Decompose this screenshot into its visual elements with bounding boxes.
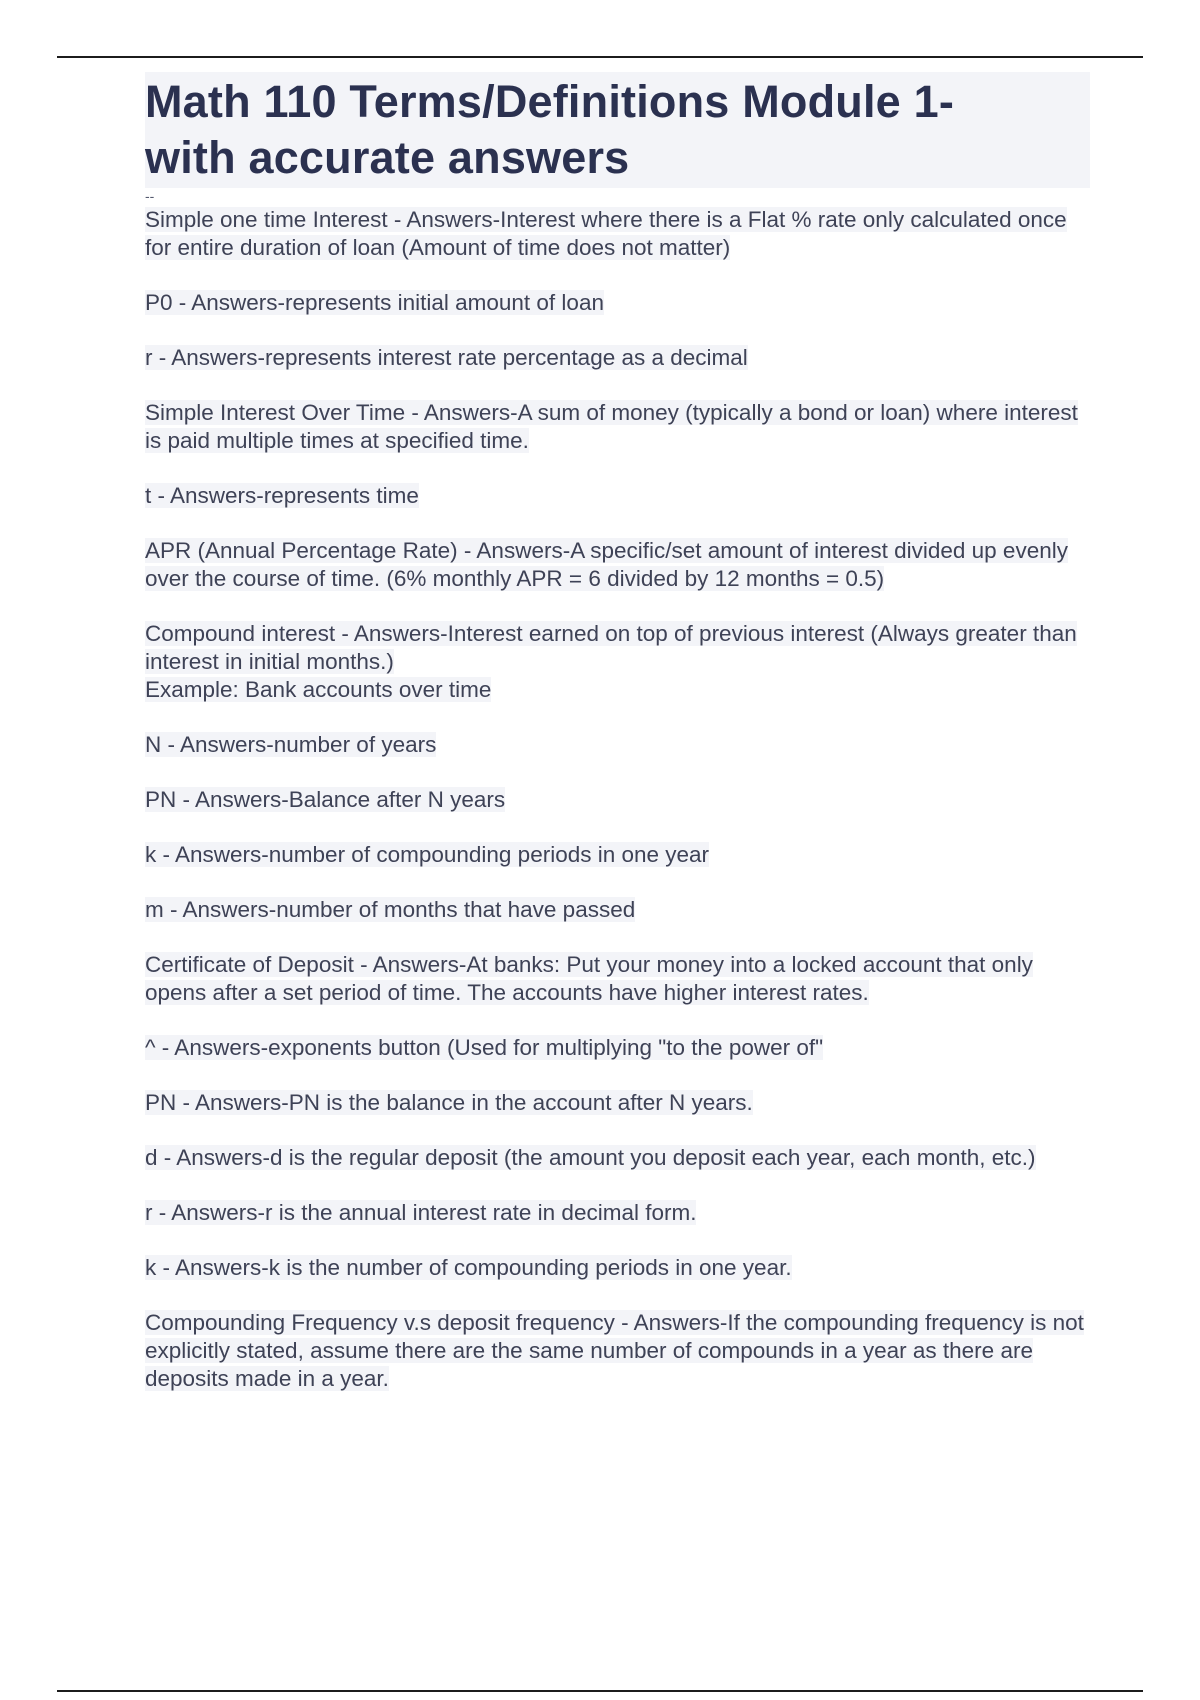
definition-entry [145, 537, 1090, 593]
definition-entry [145, 1309, 1090, 1393]
definition-text: N - Answers-number of years [145, 732, 437, 757]
document-body [145, 72, 1090, 1420]
definition-entry [145, 206, 1090, 262]
definition-text: ^ - Answers-exponents button (Used for multiplying "to the power of" [145, 1035, 824, 1060]
definition-entry [145, 786, 1090, 814]
definition-list [145, 206, 1090, 1393]
bottom-rule [57, 1690, 1143, 1692]
definition-example: Example: Bank accounts over time [145, 677, 492, 702]
definition-text: Certificate of Deposit - Answers-At banks: Put your money into a locked account that only opens after a set period of time. The accounts have higher interest rates. [145, 952, 1033, 1005]
definition-entry [145, 896, 1090, 924]
definition-entry [145, 289, 1090, 317]
separator: -- [145, 188, 155, 204]
definition-entry [145, 344, 1090, 372]
definition-text: Simple one time Interest - Answers-Interest where there is a Flat % rate only calculated once for entire duration of loan (Amount of time does not matter) [145, 207, 1067, 260]
definition-text: Simple Interest Over Time - Answers-A sum of money (typically a bond or loan) where interest is paid multiple times at specified time. [145, 400, 1078, 453]
definition-entry [145, 399, 1090, 455]
definition-entry [145, 1254, 1090, 1282]
definition-entry [145, 1199, 1090, 1227]
definition-text: APR (Annual Percentage Rate) - Answers-A specific/set amount of interest divided up evenly over the course of time. (6% monthly APR = 6 divided by 12 months = 0.5) [145, 538, 1068, 591]
definition-text: k - Answers-k is the number of compounding periods in one year. [145, 1255, 792, 1280]
definition-entry [145, 841, 1090, 869]
definition-entry [145, 1144, 1090, 1172]
definition-entry [145, 1089, 1090, 1117]
definition-text: PN - Answers-Balance after N years [145, 787, 506, 812]
definition-text: Compounding Frequency v.s deposit frequency - Answers-If the compounding frequency is not explicitly stated, assume there are the same number of compounds in a year as there are deposits made in a year. [145, 1310, 1084, 1391]
definition-entry [145, 482, 1090, 510]
title-line-2: with accurate answers [145, 132, 630, 183]
definition-text: P0 - Answers-represents initial amount of loan [145, 290, 604, 315]
definition-text: t - Answers-represents time [145, 483, 419, 508]
top-rule [57, 56, 1143, 58]
definition-text: Compound interest - Answers-Interest earned on top of previous interest (Always greater than interest in initial months.) [145, 621, 1077, 674]
definition-entry [145, 951, 1090, 1007]
definition-text: r - Answers-represents interest rate percentage as a decimal [145, 345, 748, 370]
title-line-1: Math 110 Terms/Definitions Module 1- [145, 76, 955, 127]
definition-text: r - Answers-r is the annual interest rate in decimal form. [145, 1200, 697, 1225]
definition-text: k - Answers-number of compounding periods in one year [145, 842, 710, 867]
definition-text: d - Answers-d is the regular deposit (the amount you deposit each year, each month, etc.) [145, 1145, 1036, 1170]
definition-entry [145, 620, 1090, 704]
definition-entry [145, 731, 1090, 759]
definition-entry [145, 1034, 1090, 1062]
definition-text: m - Answers-number of months that have passed [145, 897, 636, 922]
document-title [145, 74, 1084, 186]
title-block [145, 72, 1090, 188]
definition-text: PN - Answers-PN is the balance in the account after N years. [145, 1090, 753, 1115]
